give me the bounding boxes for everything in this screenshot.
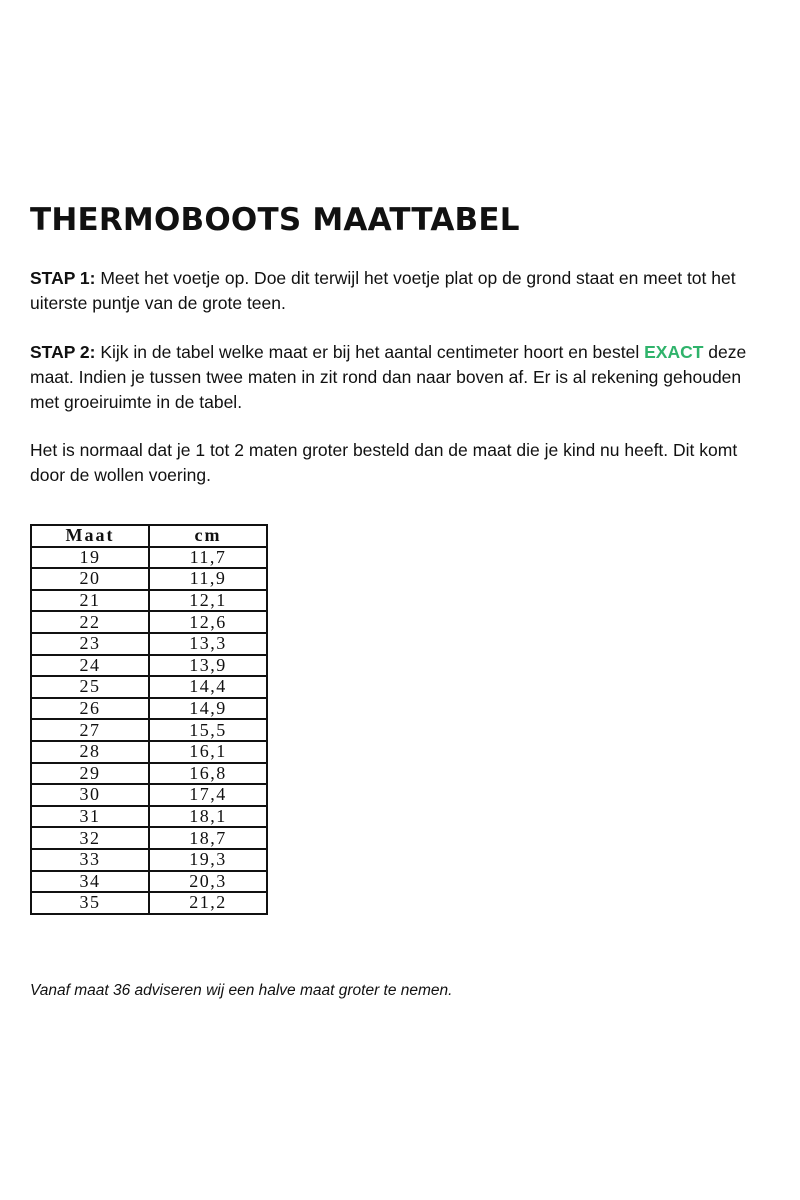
table-row xyxy=(31,590,267,612)
table-header-row xyxy=(31,525,267,547)
size-cell: 25 xyxy=(31,676,149,698)
table-row xyxy=(31,655,267,677)
step-1-text: Meet het voetje op. Doe dit terwijl het voetje plat op de grond staat en meet tot het uiterste puntje van de grote teen. xyxy=(30,268,736,313)
header-cm: cm xyxy=(149,525,267,547)
size-cell: 28 xyxy=(31,741,149,763)
size-note: Vanaf maat 36 adviseren wij een halve maat groter te nemen. xyxy=(30,982,453,999)
cm-cell: 16,1 xyxy=(149,741,267,763)
table-row xyxy=(31,676,267,698)
step-1-paragraph xyxy=(30,266,775,316)
size-table xyxy=(30,524,268,915)
cm-cell: 20,3 xyxy=(149,871,267,893)
table-row xyxy=(31,698,267,720)
cm-cell: 18,7 xyxy=(149,827,267,849)
cm-cell: 13,3 xyxy=(149,633,267,655)
size-cell: 24 xyxy=(31,655,149,677)
page-title: THERMOBOOTS MAATTABEL xyxy=(30,202,520,238)
size-cell: 31 xyxy=(31,806,149,828)
cm-cell: 12,6 xyxy=(149,611,267,633)
header-maat: Maat xyxy=(31,525,149,547)
table-row xyxy=(31,719,267,741)
cm-cell: 11,7 xyxy=(149,547,267,569)
step-2-paragraph xyxy=(30,340,775,415)
size-cell: 26 xyxy=(31,698,149,720)
table-row xyxy=(31,611,267,633)
size-cell: 19 xyxy=(31,547,149,569)
cm-cell: 21,2 xyxy=(149,892,267,914)
cm-cell: 11,9 xyxy=(149,568,267,590)
cm-cell: 14,9 xyxy=(149,698,267,720)
size-cell: 33 xyxy=(31,849,149,871)
step-2-label: STAP 2: xyxy=(30,342,96,362)
table-row xyxy=(31,763,267,785)
cm-cell: 13,9 xyxy=(149,655,267,677)
cm-cell: 15,5 xyxy=(149,719,267,741)
step-2-text-after: deze maat. Indien je tussen twee maten in zit rond dan naar boven af. Er is al rekening gehouden met groeiruimte in de tabel. xyxy=(30,342,747,412)
cm-cell: 16,8 xyxy=(149,763,267,785)
size-cell: 21 xyxy=(31,590,149,612)
size-cell: 22 xyxy=(31,611,149,633)
size-cell: 27 xyxy=(31,719,149,741)
step-1-label: STAP 1: xyxy=(30,268,96,288)
table-row xyxy=(31,849,267,871)
size-table-body xyxy=(31,547,267,914)
table-row xyxy=(31,633,267,655)
table-row xyxy=(31,784,267,806)
size-cell: 23 xyxy=(31,633,149,655)
cm-cell: 12,1 xyxy=(149,590,267,612)
table-row xyxy=(31,568,267,590)
size-cell: 32 xyxy=(31,827,149,849)
info-paragraph: Het is normaal dat je 1 tot 2 maten groter besteld dan de maat die je kind nu heeft. Dit komt door de wollen voering. xyxy=(30,440,738,485)
size-cell: 29 xyxy=(31,763,149,785)
table-row xyxy=(31,892,267,914)
cm-cell: 19,3 xyxy=(149,849,267,871)
exact-highlight: EXACT xyxy=(644,342,704,362)
size-cell: 20 xyxy=(31,568,149,590)
size-cell: 35 xyxy=(31,892,149,914)
step-2-text-before: Kijk in de tabel welke maat er bij het aantal centimeter hoort en bestel xyxy=(95,342,645,362)
table-row xyxy=(31,547,267,569)
cm-cell: 14,4 xyxy=(149,676,267,698)
table-row xyxy=(31,827,267,849)
table-row xyxy=(31,806,267,828)
size-cell: 30 xyxy=(31,784,149,806)
cm-cell: 18,1 xyxy=(149,806,267,828)
table-row xyxy=(31,871,267,893)
cm-cell: 17,4 xyxy=(149,784,267,806)
table-row xyxy=(31,741,267,763)
size-cell: 34 xyxy=(31,871,149,893)
